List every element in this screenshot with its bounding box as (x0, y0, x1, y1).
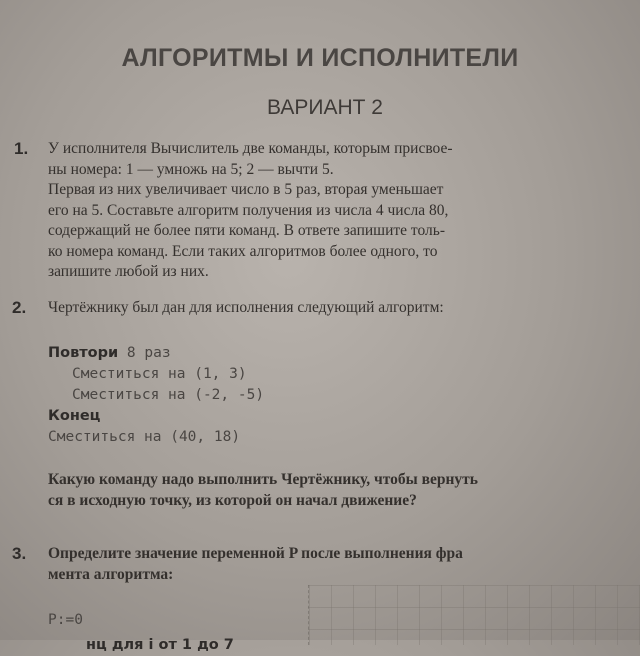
task-1-line: ны номера: 1 — умножь на 5; 2 — вычти 5. (48, 160, 334, 178)
repeat-keyword: Повтори (48, 345, 119, 361)
task-1-line: ко номера команд. Если таких алгоритмов более одного, то (48, 242, 438, 260)
move-step-2: Сместиться на (-2, -5) (72, 387, 265, 403)
task-2-question-line: ся в исходную точку, из которой он начал движение? (48, 491, 417, 509)
task-1-line: Первая из них увеличивает число в 5 раз, вторая уменьшает (48, 181, 444, 198)
task-2-intro-line: Чертёжнику был дан для исполнения следующий алгоритм: (48, 299, 444, 316)
task-2-intro (48, 298, 633, 319)
end-keyword: Конец (48, 408, 101, 424)
task-1-number: 1. (14, 139, 29, 158)
task-3-line: Определите значение переменной P после выполнения фра (48, 545, 463, 562)
move-after-loop: Сместиться на (40, 18) (48, 429, 241, 445)
answer-grid (308, 585, 640, 645)
move-step-1: Сместиться на (1, 3) (72, 366, 247, 382)
page-title: АЛГОРИТМЫ И ИСПОЛНИТЕЛИ (121, 44, 519, 72)
task-2-algorithm (48, 343, 264, 448)
task-3-algorithm (48, 610, 234, 656)
repeat-line (48, 343, 264, 364)
task-3-number: 3. (12, 544, 27, 563)
assign-line: P:=0 (48, 612, 83, 628)
task-2-number: 2. (12, 298, 27, 317)
task-1-text (48, 139, 633, 283)
loop-line: нц для i от 1 до 7 (86, 637, 234, 653)
task-2-question-line: Какую команду надо выполнить Чертёжнику, чтобы вернуть (48, 471, 478, 488)
task-1-line: его на 5. Составьте алгоритм получения из числа 4 числа 80, (48, 201, 449, 219)
task-1-line: содержащий не более пяти команд. В ответе запишите толь- (48, 222, 446, 239)
repeat-count: 8 раз (118, 345, 171, 361)
task-2-question (48, 470, 633, 511)
task-1-line: У исполнителя Вычислитель две команды, которым присвое- (48, 140, 453, 157)
task-1-line: запишите любой из них. (48, 263, 209, 280)
task-3-line: мента алгоритма: (48, 565, 174, 583)
task-3-text (48, 544, 633, 585)
variant-heading: ВАРИАНТ 2 (267, 96, 383, 119)
